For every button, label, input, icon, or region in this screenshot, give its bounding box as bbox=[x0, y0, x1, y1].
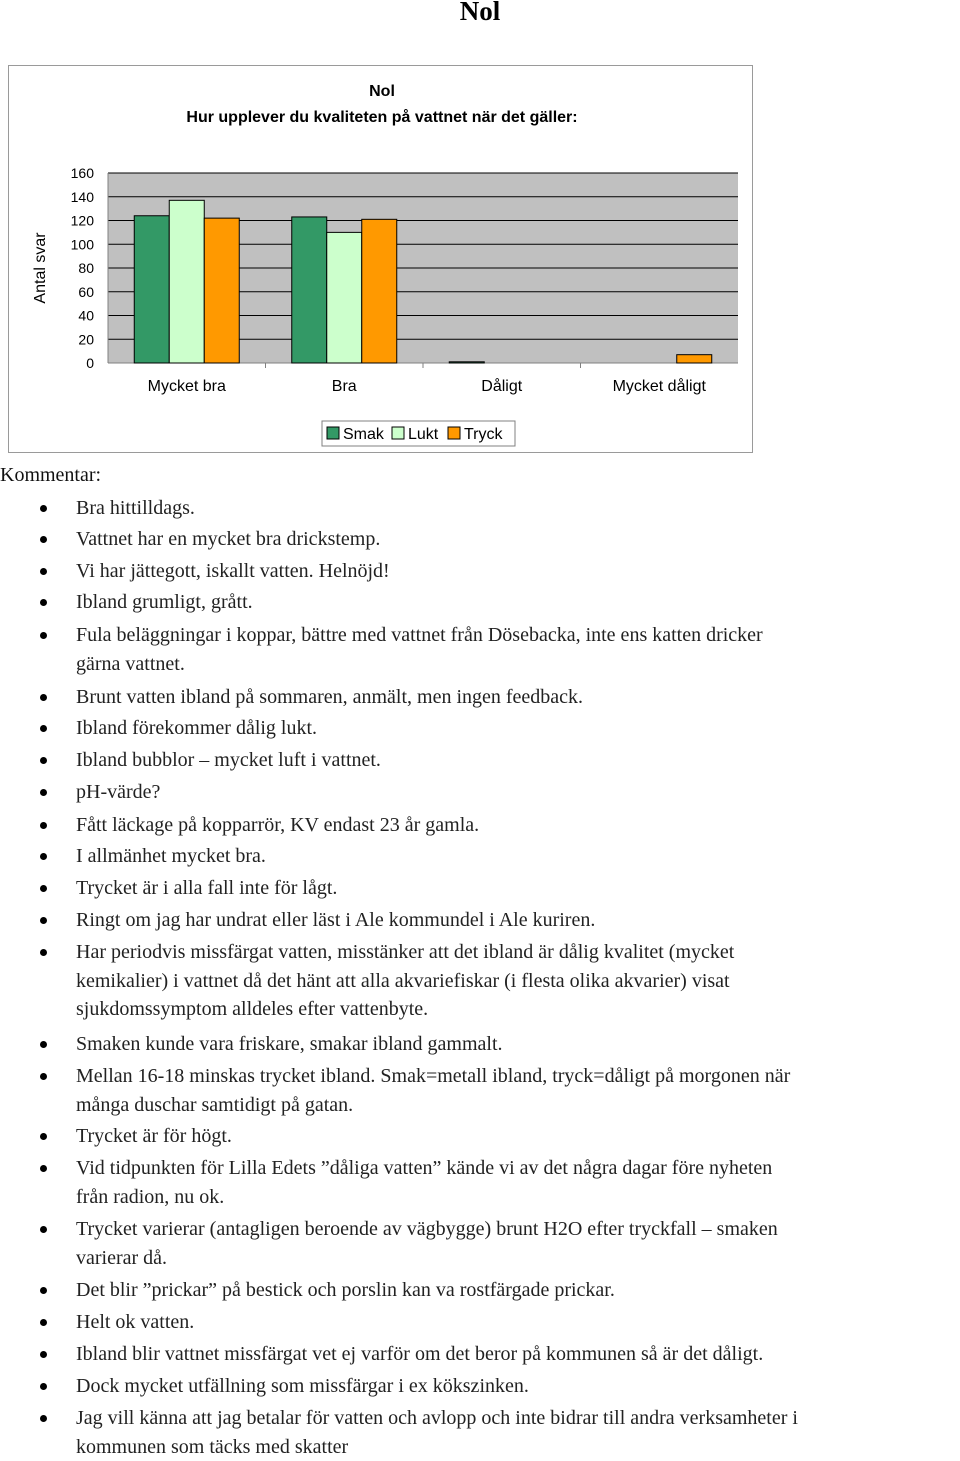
bar-tryck bbox=[362, 219, 397, 363]
comment-line: Ibland bubblor – mycket luft i vattnet. bbox=[76, 746, 960, 775]
comment-item bbox=[76, 1308, 960, 1337]
chart-subtitle: Hur upplever du kvaliteten på vattnet när det gäller: bbox=[186, 108, 577, 126]
comment-line: Vid tidpunkten för Lilla Edets ”dåliga vatten” kände vi av det några dagar före nyheten bbox=[76, 1154, 960, 1183]
comment-line: Bra hittilldags. bbox=[76, 494, 960, 523]
y-tick-labels bbox=[71, 165, 95, 371]
bullet-icon bbox=[40, 917, 47, 924]
comment-line: Dock mycket utfällning som missfärgar i ex kökszinken. bbox=[76, 1372, 960, 1401]
comment-line: Jag vill känna att jag betalar för vatten och avlopp och inte bidrar till andra verksamheter i bbox=[76, 1404, 960, 1433]
bullet-icon bbox=[40, 694, 47, 701]
bar-tryck bbox=[204, 218, 239, 363]
bar-lukt bbox=[169, 200, 204, 363]
y-tick-label: 0 bbox=[86, 355, 94, 371]
bullet-icon bbox=[40, 536, 47, 543]
bullet-icon bbox=[40, 599, 47, 606]
bullet-icon bbox=[40, 1319, 47, 1326]
comment-line: många duschar samtidigt på gatan. bbox=[76, 1091, 960, 1120]
legend-label-smak: Smak bbox=[343, 426, 385, 443]
comment-line: Trycket är i alla fall inte för lågt. bbox=[76, 874, 960, 903]
bullet-icon bbox=[40, 1133, 47, 1140]
comment-item bbox=[76, 683, 960, 712]
bullet-icon bbox=[40, 1073, 47, 1080]
chart-frame bbox=[8, 65, 753, 453]
comment-line: Det blir ”prickar” på bestick och porslin kan va rostfärgade prickar. bbox=[76, 1276, 960, 1305]
bullet-icon bbox=[40, 1287, 47, 1294]
comment-line: Vi har jättegott, iskallt vatten. Helnöjd! bbox=[76, 557, 960, 586]
comment-item bbox=[76, 1030, 960, 1059]
bar-lukt bbox=[327, 232, 362, 363]
comment-line: Fått läckage på kopparrör, KV endast 23 år gamla. bbox=[76, 811, 960, 840]
comment-item bbox=[76, 1154, 960, 1211]
comment-item bbox=[76, 714, 960, 743]
y-tick-label: 140 bbox=[71, 189, 95, 205]
bullet-icon bbox=[40, 505, 47, 512]
y-tick-label: 80 bbox=[78, 260, 94, 276]
bullet-icon bbox=[40, 1165, 47, 1172]
bullet-icon bbox=[40, 1415, 47, 1422]
comment-line: från radion, nu ok. bbox=[76, 1183, 960, 1212]
comment-line: kommunen som täcks med skatter bbox=[76, 1433, 960, 1461]
bar-smak bbox=[449, 362, 484, 363]
x-tick-labels bbox=[148, 377, 707, 395]
comment-item bbox=[76, 1372, 960, 1401]
comment-line: I allmänhet mycket bra. bbox=[76, 842, 960, 871]
comment-item bbox=[76, 874, 960, 903]
bullet-icon bbox=[40, 725, 47, 732]
comment-item bbox=[76, 938, 960, 1024]
comment-item bbox=[76, 1340, 960, 1369]
y-tick-label: 120 bbox=[71, 213, 95, 229]
comment-item bbox=[76, 1276, 960, 1305]
bullet-icon bbox=[40, 853, 47, 860]
bullet-icon bbox=[40, 757, 47, 764]
bullet-icon bbox=[40, 822, 47, 829]
comment-line: Ibland grumligt, grått. bbox=[76, 588, 960, 617]
x-tick-label: Mycket bra bbox=[148, 378, 226, 395]
comment-line: Ringt om jag har undrat eller läst i Ale kommundel i Ale kuriren. bbox=[76, 906, 960, 935]
comment-item bbox=[76, 494, 960, 523]
legend-label-tryck: Tryck bbox=[464, 426, 504, 443]
bullet-icon bbox=[40, 1041, 47, 1048]
comment-item bbox=[76, 1215, 960, 1272]
comment-item bbox=[76, 811, 960, 840]
bar-chart bbox=[9, 66, 754, 454]
y-axis-label: Antal svar bbox=[32, 232, 49, 304]
x-tick-label: Mycket dåligt bbox=[613, 377, 707, 395]
comment-line: Ibland förekommer dålig lukt. bbox=[76, 714, 960, 743]
bullet-icon bbox=[40, 949, 47, 956]
bullet-icon bbox=[40, 1351, 47, 1358]
comments-heading: Kommentar: bbox=[0, 464, 101, 487]
comment-line: varierar då. bbox=[76, 1244, 960, 1273]
y-tick-label: 100 bbox=[71, 236, 95, 252]
legend-swatch-tryck bbox=[448, 427, 460, 439]
bullet-icon bbox=[40, 568, 47, 575]
x-tick-label: Dåligt bbox=[481, 377, 522, 395]
comment-item bbox=[76, 906, 960, 935]
comment-item bbox=[76, 746, 960, 775]
comment-item bbox=[76, 621, 960, 678]
comment-line: sjukdomssymptom alldeles efter vattenbyte. bbox=[76, 995, 960, 1024]
bar-smak bbox=[292, 217, 327, 363]
comment-line: Brunt vatten ibland på sommaren, anmält, men ingen feedback. bbox=[76, 683, 960, 712]
comment-item bbox=[76, 1404, 960, 1461]
comment-line: kemikalier) i vattnet då det hänt att alla akvariefiskar (i flesta olika akvarier) visat bbox=[76, 967, 960, 996]
comment-item bbox=[76, 778, 960, 807]
comment-item bbox=[76, 525, 960, 554]
comment-line: Smaken kunde vara friskare, smakar ibland gammalt. bbox=[76, 1030, 960, 1059]
x-tick-label: Bra bbox=[332, 378, 357, 395]
comment-line: Mellan 16-18 minskas trycket ibland. Smak=metall ibland, tryck=dåligt på morgonen när bbox=[76, 1062, 960, 1091]
chart-title: Nol bbox=[369, 83, 395, 100]
comment-line: Trycket är för högt. bbox=[76, 1122, 960, 1151]
comment-item bbox=[76, 557, 960, 586]
comment-line: gärna vattnet. bbox=[76, 650, 960, 679]
legend-swatch-smak bbox=[327, 427, 339, 439]
comment-line: Har periodvis missfärgat vatten, misstänker att det ibland är dålig kvalitet (mycket bbox=[76, 938, 960, 967]
y-tick-label: 60 bbox=[78, 284, 94, 300]
bullet-icon bbox=[40, 1226, 47, 1233]
bullet-icon bbox=[40, 789, 47, 796]
comment-item bbox=[76, 1122, 960, 1151]
bullet-icon bbox=[40, 885, 47, 892]
legend-swatch-lukt bbox=[392, 427, 404, 439]
bar-tryck bbox=[677, 355, 712, 363]
comment-line: pH-värde? bbox=[76, 778, 960, 807]
comment-line: Trycket varierar (antagligen beroende av vägbygge) brunt H2O efter tryckfall – smaken bbox=[76, 1215, 960, 1244]
y-tick-label: 20 bbox=[78, 331, 94, 347]
comment-item bbox=[76, 588, 960, 617]
bar-smak bbox=[134, 216, 169, 363]
legend-label-lukt: Lukt bbox=[408, 426, 439, 443]
comment-item bbox=[76, 1062, 960, 1119]
comment-line: Ibland blir vattnet missfärgat vet ej varför om det beror på kommunen så är det dåligt. bbox=[76, 1340, 960, 1369]
comment-line: Fula beläggningar i koppar, bättre med vattnet från Dösebacka, inte ens katten dricker bbox=[76, 621, 960, 650]
comment-line: Helt ok vatten. bbox=[76, 1308, 960, 1337]
y-tick-label: 160 bbox=[71, 165, 95, 181]
comment-line: Vattnet har en mycket bra drickstemp. bbox=[76, 525, 960, 554]
y-tick-label: 40 bbox=[78, 308, 94, 324]
legend bbox=[322, 421, 515, 446]
comment-item bbox=[76, 842, 960, 871]
bullet-icon bbox=[40, 1383, 47, 1390]
page-title: Nol bbox=[0, 0, 960, 27]
bullet-icon bbox=[40, 632, 47, 639]
